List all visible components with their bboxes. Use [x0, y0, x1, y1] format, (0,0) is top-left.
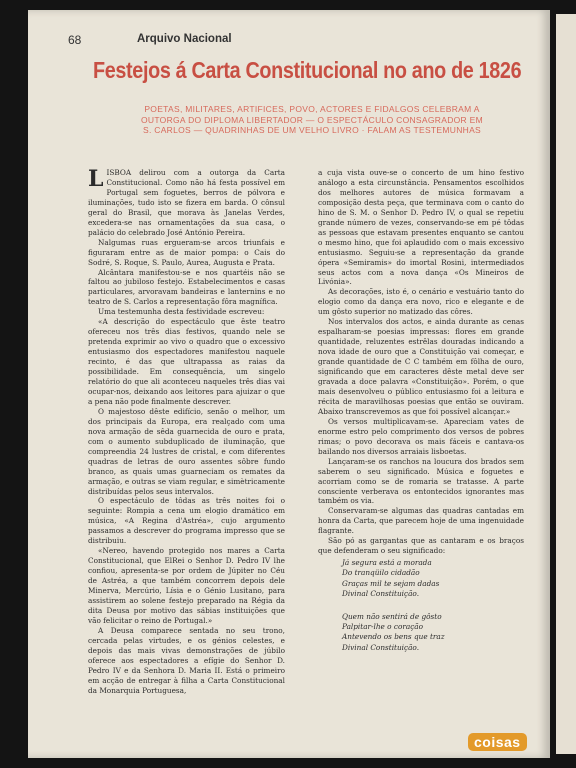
paragraph: São pó as gargantas que as cantaram e os braços que defenderam o seu significado: [318, 536, 524, 556]
paragraph: Nos intervalos dos actos, e ainda durante as cenas espalharam-se poesias impressas: flores em grande quantidade, reluzentes estrêlas douradas indicando a nova idade de ouro que a Constituição vai começar, e grande quantidade de C C também em fôlha de ouro, significando que em caracteres dêste metal deve ser gravada a doce palavra «Constituição». Porém, o que mais desenvolveu o público entusiasmo foi a leitura e récita de maravilhosas poesias que então se ouviram. Abaixo transcrevemos as que foi possível alcançar.» [318, 317, 524, 416]
verse-line: Divinal Constituição. [342, 588, 420, 598]
verse-stanza-1 [342, 558, 524, 599]
paragraph: LISBOA delirou com a outorga da Carta Constitucional. Como não há festa possível em Portugal sem foguetes, berros de pólvora e iluminações, tudo isto se fizera em barda. O cônsul geral do Brasil, que morava às Janelas Verdes, excedera-se nas ornamentações da sua casa, o palácio do celebrado José António Pereira. [88, 166, 285, 237]
verse-line: Do tranqüilo cidadão [342, 568, 420, 578]
drop-cap: L [88, 166, 104, 192]
paragraph: Uma testemunha desta festividade escreveu: [98, 307, 265, 317]
verse-line: Palpitar-lhe o coração [342, 622, 424, 632]
paragraph: «A descrição do espectáculo que êste teatro ofereceu nos três dias festivos, quando nele se pretenda exprimir ao vivo o quadro que o excessivo entusiasmo dos espectadores manifestou naquele recinto, é das que ultrapassa as raias da possibilidade. Em consequência, um singelo relatório do que ali aconteceu naqueles três dias vai ocupar-nos, deixando aos leitores para ajuizar o que a pena não pode finalmente descrever. [88, 317, 285, 406]
article-title: Festejos á Carta Constitucional no ano de 1826 [93, 57, 522, 83]
page-number: 68 [68, 33, 82, 47]
verse-stanza-2 [342, 612, 524, 653]
running-header: Arquivo Nacional [137, 33, 232, 45]
paragraph: As decorações, isto é, o cenário e vestuário tanto do elogio como da dança era novo, rico e elegante e de um gôsto superior no matizado das côres. [318, 287, 524, 317]
watermark-logo: coisas [468, 733, 527, 751]
verse-line: Divinal Constituição. [342, 642, 420, 652]
paragraph: O espectáculo de tôdas as três noites foi o seguinte: Rompia a cena um elogio dramático em música, «A Regina d'Astréa», cujo argumento passamos a descrever do programa impresso que se distribuiu. [88, 496, 285, 546]
paragraph: A Deusa comparece sentada no seu trono, cercada pelas virtudes, e os génios celestes, e depois das mais vivas demonstrações de júbilo oferece aos espectadores a efígie do Senhor D. Pedro IV e da Senhora D. Maria II. Está o primeiro em acção de entregar à filha a Carta Constitucional da Monarquia Portuguesa, [88, 625, 285, 695]
verse-line: Graças mil te sejam dadas [342, 578, 440, 588]
paragraph: O majestoso dêste edifício, senão o melhor, um dos principais da Europa, era realçado com uma nova armação de sêda guarnecida de ouro e prata, com o aumento subduplicado de iluminação, que compreendia 24 lustres de cristal, e com diferentes quadras de letras de ouro assentes sôbre fundo branco, as quais umas guarneciam os remates da armação, e outras se viam regular, e simètricamente distribuídas pelos seus intervalos. [88, 406, 285, 496]
next-page-edge [556, 14, 576, 754]
verse-line: Quem não sentirá de gôsto [342, 611, 442, 621]
paragraph: a cuja vista ouve-se o concerto de um hino festivo análogo a esta circunstância. Pensamentos escolhidos dos melhores autores de música formavam a composição desta peça, que terminava com o canto do hino de S. M. o Senhor D. Pedro IV, o qual se repetiu grande número de vezes, conservando-se em pé tôdas as pessoas que estavam presentes enquanto se cantou o mesmo hino, que foi aplaudido com o mais excessivo entusiasmo. Seguiu-se a representação da grande ópera «Semiramis» do imortal Rosini, intermediados seus actos com a nova dança «Os Mineiros de Livónia». [318, 168, 524, 287]
paragraph: Nalgumas ruas ergueram-se arcos triunfais e figuraram entre as de maior pompa: o Cais do Sodré, S. Roque, S. Paulo, Aurea, Augusta e Prata. [88, 237, 285, 267]
paragraph: Lançaram-se os ranchos na loucura dos brados sem saberem o seu significado. Música e foguetes e acorriam como se de romaria se tratasse. A parte consciente verberava os entontecidos ignorantes mas também os via. [318, 456, 524, 506]
left-column [88, 168, 285, 696]
verse-line: Já segura está a morada [342, 558, 432, 568]
paragraph: «Nereo, havendo protegido nos mares a Carta Constitucional, que ElRei o Senhor D. Pedro IV lhe confiou, apresenta-se por ordem de Júpiter no Céu de Astréa, a que também concorrem depois dele Minerva, Mercúrio, Lísia e o Génio Lusitano, para assistirem ao solene festejo preparado na Régia da dita Deusa por motivo das sábias instituições que vão felicitar o reino de Portugal.» [88, 546, 285, 625]
paragraph: Os versos multiplicavam-se. Apareciam vates de enorme estro pelo comprimento dos versos de pobres rimas; o povo decorava os mais fáceis e cantava-os bailando nos diversos arraiais lisboetas. [318, 416, 524, 456]
right-column [318, 168, 524, 657]
paragraph: Alcântara manifestou-se e nos quartéis não se faltou ao jubiloso festejo. Estabelecimentos e casas particulares, arvoravam bandeiras e lanternins e no teatro de S. Carlos a representação fôra magnífica. [88, 267, 285, 307]
verse-line: Antevendo os bens que traz [342, 632, 445, 642]
paragraph: Conservaram-se algumas das quadras cantadas em honra da Carta, que parecem hoje de uma ingenuidade flagrante. [318, 506, 524, 536]
article-subtitle: POETAS, MILITARES, ARTIFICES, POVO, ACTORES E FIDALGOS CELEBRAM A OUTORGA DO DIPLOMA LIBERTADOR — O ESPECTÁCULO CONSAGRADOR EM S. CARLOS — QUADRINHAS DE UM VELHO LIVRO · FALAM AS TESTEMUNHAS [140, 104, 483, 136]
